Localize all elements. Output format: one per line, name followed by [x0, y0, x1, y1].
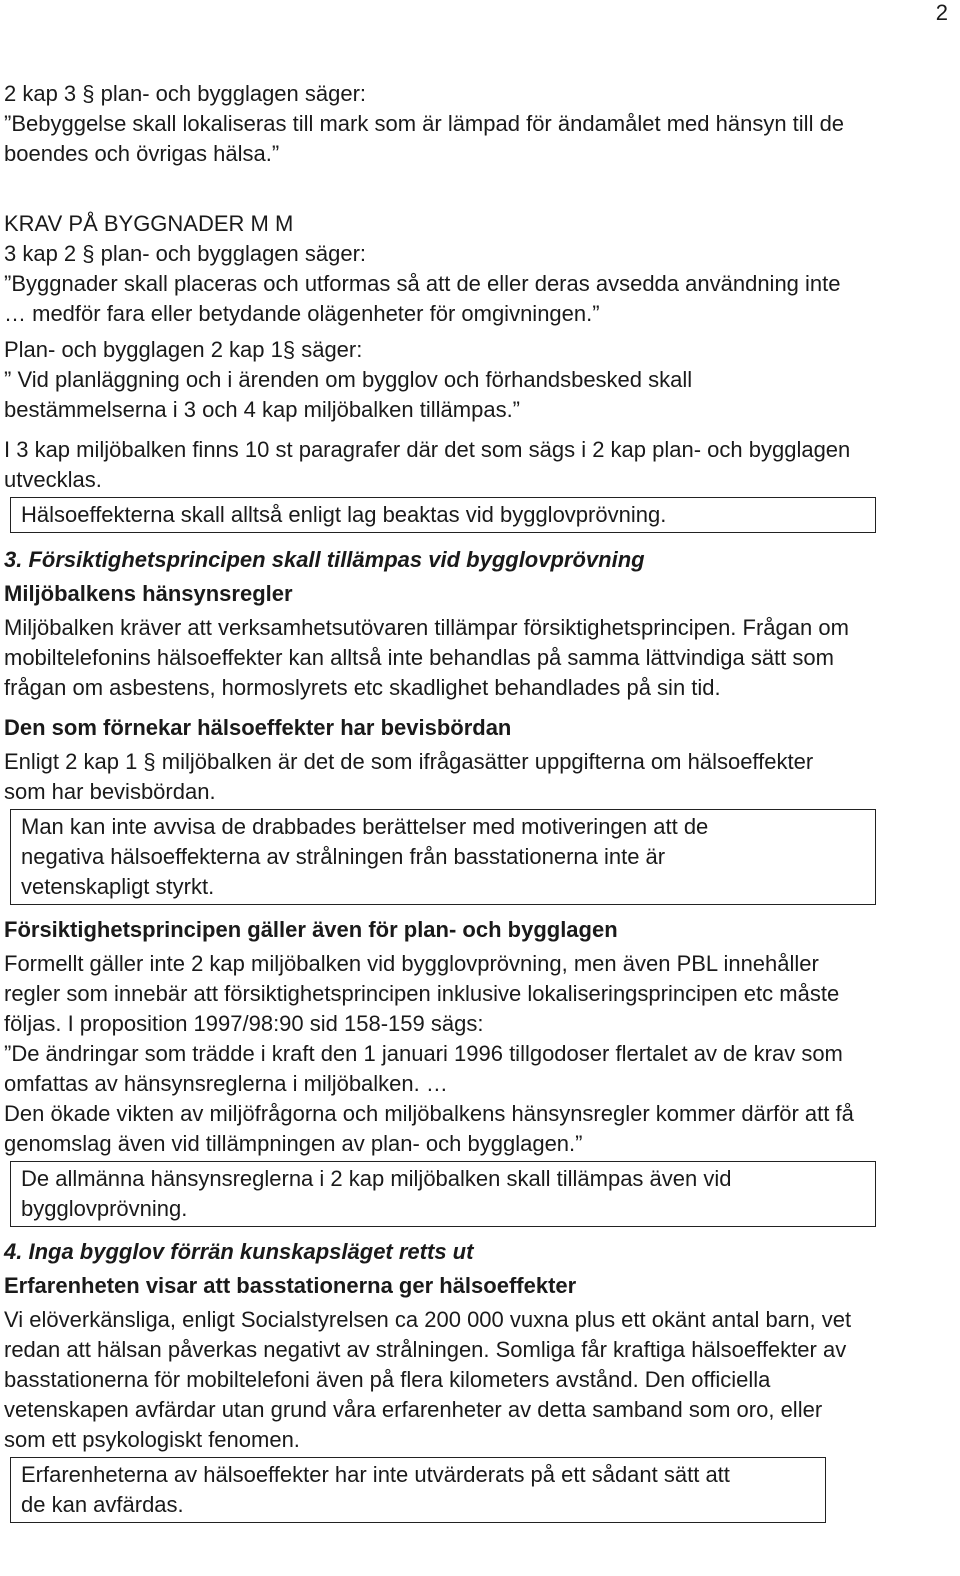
text-line: följas. I proposition 1997/98:90 sid 158-159 sägs:	[4, 1011, 484, 1036]
text-line: ”Byggnader skall placeras och utformas så att de eller deras avsedda användning inte	[4, 271, 841, 296]
text-line: Miljöbalken kräver att verksamhetsutövaren tillämpar försiktighetsprincipen. Frågan om	[4, 615, 849, 640]
callout-box	[10, 809, 876, 905]
box-line: Erfarenheterna av hälsoeffekter har inte utvärderats på ett sådant sätt att	[21, 1462, 730, 1487]
text-line: 3 kap 2 § plan- och bygglagen säger:	[4, 241, 367, 266]
box-line: de kan avfärdas.	[21, 1492, 184, 1517]
text-line: Den ökade vikten av miljöfrågorna och miljöbalkens hänsynsregler kommer därför att få	[4, 1101, 854, 1126]
section-heading: 3. Försiktighetsprincipen skall tillämpas vid bygglovprövning	[4, 547, 645, 572]
section-title: KRAV PÅ BYGGNADER M M	[4, 211, 294, 236]
text-line: bestämmelserna i 3 och 4 kap miljöbalken tillämpas.”	[4, 397, 521, 422]
krav-section	[4, 209, 948, 533]
section-4	[4, 1237, 948, 1523]
text-line: frågan om asbestens, hormoslyrets etc skadlighet behandlades på sin tid.	[4, 675, 721, 700]
text-line: Vi elöverkänsliga, enligt Socialstyrelsen ca 200 000 vuxna plus ett okänt antal barn, vet	[4, 1307, 852, 1332]
box-line: bygglovprövning.	[21, 1196, 188, 1221]
text-line: ”De ändringar som trädde i kraft den 1 januari 1996 tillgodoser flertalet av de krav som	[4, 1041, 843, 1066]
section-heading: 4. Inga bygglov förrän kunskapsläget retts ut	[4, 1239, 474, 1264]
text-line: regler som innebär att försiktighetsprincipen inklusive lokaliseringsprincipen etc måste	[4, 981, 840, 1006]
text-line: som ett psykologiskt fenomen.	[4, 1427, 300, 1452]
box-line: vetenskapligt styrkt.	[21, 874, 215, 899]
text-line: omfattas av hänsynsreglerna i miljöbalken. …	[4, 1071, 448, 1096]
text-line: utvecklas.	[4, 467, 102, 492]
subheading: Erfarenheten visar att basstationerna ger hälsoeffekter	[4, 1273, 577, 1298]
text-line: Formellt gäller inte 2 kap miljöbalken vid bygglovprövning, men även PBL innehåller	[4, 951, 819, 976]
text-line: 2 kap 3 § plan- och bygglagen säger:	[4, 81, 367, 106]
text-line: som har bevisbördan.	[4, 779, 216, 804]
text-line: genomslag även vid tillämpningen av plan- och bygglagen.”	[4, 1131, 583, 1156]
box-line: Hälsoeffekterna skall alltså enligt lag beaktas vid bygglovprövning.	[21, 502, 667, 527]
box-line: negativa hälsoeffekterna av strålningen från basstationerna inte är	[21, 844, 666, 869]
callout-box	[10, 1161, 876, 1227]
document-body	[4, 79, 948, 1527]
text-line: vetenskapen avfärdar utan grund våra erfarenheter av detta samband som oro, eller	[4, 1397, 823, 1422]
text-line: … medför fara eller betydande olägenheter för omgivningen.”	[4, 301, 600, 326]
text-line: basstationerna för mobiltelefoni även på flera kilometers avstånd. Den officiella	[4, 1367, 771, 1392]
subheading: Den som förnekar hälsoeffekter har bevisbördan	[4, 715, 512, 740]
text-line: redan att hälsan påverkas negativt av strålningen. Somliga får kraftiga hälsoeffekter av	[4, 1337, 847, 1362]
text-line: ”Bebyggelse skall lokaliseras till mark som är lämpad för ändamålet med hänsyn till de	[4, 111, 845, 136]
text-line: boendes och övrigas hälsa.”	[4, 141, 280, 166]
text-line: ” Vid planläggning och i ärenden om bygglov och förhandsbesked skall	[4, 367, 693, 392]
text-line: I 3 kap miljöbalken finns 10 st paragrafer där det som sägs i 2 kap plan- och bygglagen	[4, 437, 851, 462]
callout-box	[10, 497, 876, 533]
callout-box	[10, 1457, 826, 1523]
text-line: Plan- och bygglagen 2 kap 1§ säger:	[4, 337, 363, 362]
subheading: Försiktighetsprincipen gäller även för plan- och bygglagen	[4, 917, 618, 942]
box-line: Man kan inte avvisa de drabbades berättelser med motiveringen att de	[21, 814, 709, 839]
section-3	[4, 545, 948, 1227]
box-line: De allmänna hänsynsreglerna i 2 kap miljöbalken skall tillämpas även vid	[21, 1166, 732, 1191]
text-line: mobiltelefonins hälsoeffekter kan alltså inte behandlas på samma lättvindiga sätt som	[4, 645, 834, 670]
subheading: Miljöbalkens hänsynsregler	[4, 581, 293, 606]
page-number: 2	[935, 0, 948, 25]
intro-quote	[4, 79, 948, 169]
text-line: Enligt 2 kap 1 § miljöbalken är det de som ifrågasätter uppgifterna om hälsoeffekter	[4, 749, 814, 774]
